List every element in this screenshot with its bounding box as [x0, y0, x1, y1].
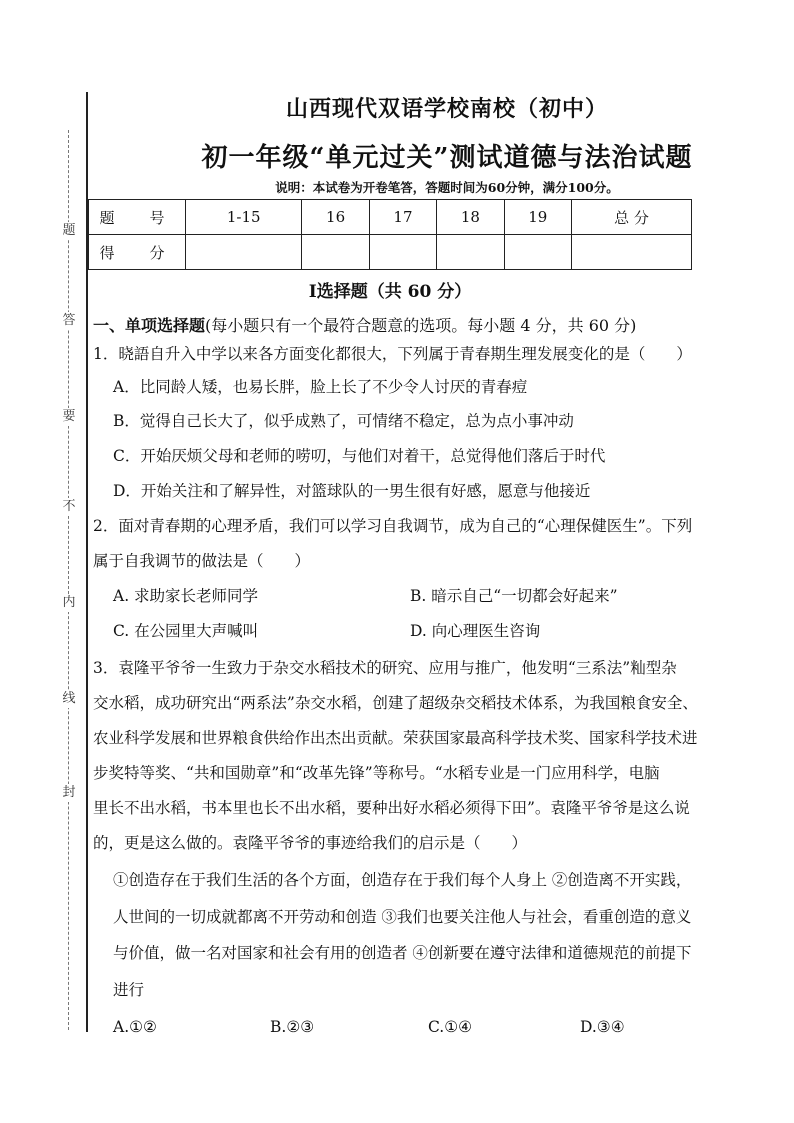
part-title-desc: (每小题只有一个最符合题意的选项。每小题 4 分，共 60 分): [205, 316, 637, 335]
score-cell[interactable]: [504, 235, 571, 270]
exam-title: 初一年级“单元过关”测试道德与法治试题: [201, 143, 693, 173]
column-header: 17: [369, 200, 436, 235]
question-2-option-d: D. 向心理医生咨询: [410, 622, 541, 640]
score-table: [88, 199, 692, 270]
question-2-option-a: A. 求助家长老师同学: [113, 587, 259, 605]
margin-char: 不: [60, 498, 78, 516]
question-1-option-c: C．开始厌烦父母和老师的唠叨，与他们对着干，总觉得他们落后于时代: [113, 447, 606, 465]
margin-char: 要: [60, 408, 78, 426]
score-cell[interactable]: [571, 235, 691, 270]
score-cell[interactable]: [369, 235, 436, 270]
question-2-stem-line: 属于自我调节的做法是（ ）: [93, 552, 311, 570]
margin-char: 线: [60, 690, 78, 708]
margin-char: 封: [60, 784, 78, 802]
column-header: 19: [504, 200, 571, 235]
question-1-stem: 1．晓語自升入中学以来各方面变化都很大，下列属于青春期生理发展变化的是（ ）: [93, 345, 692, 363]
question-3-stem-line: 里长不出水稻，书本里也长不出水稻，要种出好水稻必须得下田”。袁隆平爷爷是这么说: [93, 799, 690, 817]
score-table-score-row: [89, 235, 692, 270]
part-title: [93, 313, 733, 336]
question-3-stem-line: 的，更是这么做的。袁隆平爷爷的事迹给我们的启示是（ ）: [93, 834, 528, 852]
column-header: 总 分: [571, 200, 691, 235]
question-3-statement-line: 人世间的一切成就都离不开劳动和创造 ③我们也要关注他人与社会，看重创造的意义: [113, 908, 692, 926]
margin-char: 内: [60, 594, 78, 612]
question-1-option-a: A．比同龄人矮，也易长胖，脸上长了不少令人讨厌的青春痘: [113, 378, 528, 396]
question-1-option-b: B．觉得自己长大了，似乎成熟了，可情绪不稳定，总为点小事冲动: [113, 412, 574, 430]
margin-char: 题: [60, 222, 78, 240]
row-label: 题 号: [89, 200, 186, 235]
question-1-option-d: D．开始关注和了解异性，对篮球队的一男生很有好感，愿意与他接近: [113, 482, 591, 500]
score-cell[interactable]: [186, 235, 302, 270]
question-3-stem-line: 步奖特等奖、“共和国勋章”和“改革先锋”等称号。“水稻专业是一门应用科学，电脑: [93, 764, 660, 782]
section-title: Ⅰ选择题（共 60 分）: [308, 282, 472, 302]
question-3-statement-line: 进行: [113, 981, 145, 999]
question-3-option-a: A.①②: [113, 1018, 157, 1036]
question-3-option-c: C.①④: [428, 1018, 473, 1036]
question-3-statement-line: 与价值，做一名对国家和社会有用的创造者 ④创新要在遵守法律和道德规范的前提下: [113, 944, 692, 962]
binding-dashed-line: [68, 130, 69, 1030]
question-3-stem-line: 农业科学发展和世界粮食供给作出杰出贡献。荣获国家最高科学技术奖、国家科学技术进: [93, 729, 698, 747]
question-3-stem-line: 交水稻，成功研究出“两系法”杂交水稻，创建了超级杂交稻技术体系，为我国粮食安全、: [93, 694, 698, 712]
school-name: 山西现代双语学校南校（初中）: [285, 96, 608, 122]
question-3-option-b: B.②③: [270, 1018, 315, 1036]
margin-char: 答: [60, 312, 78, 330]
question-3-stem-line: 3．袁隆平爷爷一生致力于杂交水稻技术的研究、应用与推广，他发明“三系法”籼型杂: [93, 659, 677, 677]
question-2-stem-line: 2．面对青春期的心理矛盾，我们可以学习自我调节，成为自己的“心理保健医生”。下列: [93, 517, 693, 535]
question-3-option-d: D.③④: [580, 1018, 625, 1036]
score-table-header-row: [89, 200, 692, 235]
question-3-statement-line: ①创造存在于我们生活的各个方面，创造存在于我们每个人身上 ②创造离不开实践，: [113, 871, 692, 889]
question-2-option-c: C. 在公园里大声喊叫: [113, 622, 259, 640]
part-title-main: 一、单项选择题: [93, 316, 206, 335]
column-header: 1-15: [186, 200, 302, 235]
column-header: 18: [437, 200, 504, 235]
column-header: 16: [302, 200, 369, 235]
score-cell[interactable]: [302, 235, 369, 270]
question-2-option-b: B. 暗示自己“一切都会好起来”: [410, 587, 618, 605]
score-cell[interactable]: [437, 235, 504, 270]
exam-note: 说明：本试卷为开卷笔答，答题时间为60分钟，满分100分。: [275, 180, 619, 195]
row-label: 得 分: [89, 235, 186, 270]
